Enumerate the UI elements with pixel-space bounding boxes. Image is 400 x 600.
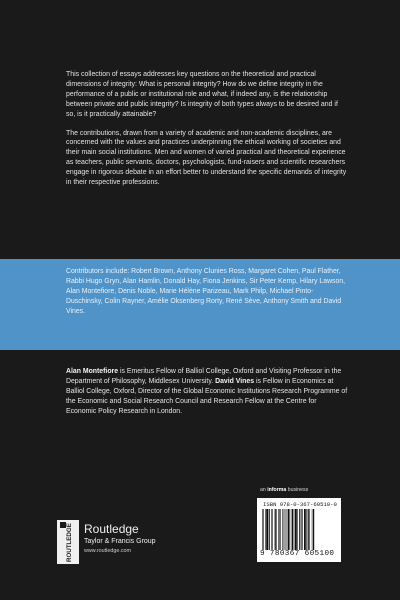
description-paragraph-1: This collection of essays addresses key questions on the theoretical and practical dimensions of integrity: What is personal integrity? How do we define integrity in the performance of a public or institutional role and what, if indeed any, is the relationship between private and public integrity? Is integrity of both types always to be desired and if so, is it practically attainable? bbox=[66, 71, 338, 118]
publisher-group: Taylor & Francis Group bbox=[84, 538, 156, 545]
barcode-icon bbox=[261, 509, 337, 550]
publisher-url: www.routledge.com bbox=[84, 548, 132, 554]
isbn-number: ISBN 978-0-367-60510-0 bbox=[263, 501, 337, 508]
barcode-bar bbox=[279, 509, 280, 550]
barcode-bar bbox=[284, 509, 285, 550]
barcode-bar bbox=[309, 509, 310, 550]
barcode-bar bbox=[282, 509, 283, 550]
barcode-bar bbox=[306, 509, 307, 550]
barcode-bar bbox=[295, 509, 297, 550]
publisher-name: Routledge bbox=[84, 522, 139, 536]
editor-name-2: David Vines bbox=[215, 377, 255, 385]
barcode-bar bbox=[271, 509, 272, 550]
barcode-bar bbox=[313, 509, 314, 550]
editor-bio-1: is Emeritus Fellow of Balliol College, Oxford and Visiting Professor in the Department of Philosophy, Middlesex University. bbox=[66, 368, 342, 385]
logo-letters: ROUTLEDGE bbox=[66, 523, 73, 562]
barcode-bar bbox=[304, 509, 306, 550]
barcode-bar bbox=[263, 509, 264, 550]
description-block bbox=[66, 70, 348, 197]
publisher-block bbox=[57, 520, 197, 565]
barcode-bar bbox=[294, 509, 295, 550]
barcode-bar bbox=[278, 509, 279, 550]
barcode-bar bbox=[291, 509, 292, 550]
description-paragraph-2: The contributions, drawn from a variety of academic and non-academic disciplines, are concerned with the values and practices underpinning the ethical working of societies and their main social institutions. Men and women of varied practical and theoretical experience as teachers, public servants, doctors, psychologists, fund-raisers and scientific researchers engage in rigorous debate in an effort better to understand the specific demands of integrity in their respective professions. bbox=[66, 129, 347, 187]
routledge-logo-icon bbox=[57, 520, 79, 564]
barcode-bar bbox=[299, 509, 300, 550]
barcode-bar bbox=[269, 509, 270, 550]
barcode-bar bbox=[276, 509, 277, 550]
contributors-list: Contributors include: Robert Brown, Anthony Clunies Ross, Margaret Cohen, Paul Flather, Rabbi Hugo Gryn, Alan Hamlin, Donald Hay, Fiona Jenkins, Sir Peter Kemp, Hilary Lawson, Alan Montefiore, Denis Noble, Marie Hélène Parizeau, Mark Philp, Michael Pinto-Duschinsky, Colin Rayner, Amélie Oksenberg Rorty, René Sève, Anthony Smith and David Vines. bbox=[66, 268, 346, 315]
barcode-bar bbox=[308, 509, 309, 550]
barcode-bar bbox=[265, 509, 266, 550]
barcode-bar bbox=[275, 509, 276, 550]
barcode-bar bbox=[285, 509, 286, 550]
barcode-bar bbox=[292, 509, 293, 550]
barcode-bar bbox=[301, 509, 302, 550]
barcode-bar bbox=[312, 509, 313, 550]
informa-business-line bbox=[260, 487, 308, 494]
informa-brand: informa bbox=[267, 487, 287, 493]
isbn-barcode-box bbox=[257, 498, 341, 562]
barcode-bar bbox=[272, 509, 273, 550]
informa-suffix: business bbox=[286, 487, 309, 493]
barcode-digits: 9 780367 605100 bbox=[260, 550, 335, 558]
barcode-bar bbox=[302, 509, 303, 550]
editor-bio-2: is Fellow in Economics at Balliol College, Oxford, Director of the Global Economic Institutions Research Programme of the Economic and Social Research Council and Research Fellow at the Centre for Economic Policy Research in London. bbox=[66, 377, 348, 415]
author-bios bbox=[66, 367, 348, 417]
barcode-bar bbox=[287, 509, 288, 550]
editor-name-1: Alan Montefiore bbox=[66, 368, 119, 375]
barcode-bar bbox=[288, 509, 290, 550]
informa-prefix: an bbox=[260, 487, 268, 493]
barcode-bar bbox=[297, 509, 298, 550]
barcode-bar bbox=[266, 509, 268, 550]
barcode-bar bbox=[262, 509, 263, 550]
